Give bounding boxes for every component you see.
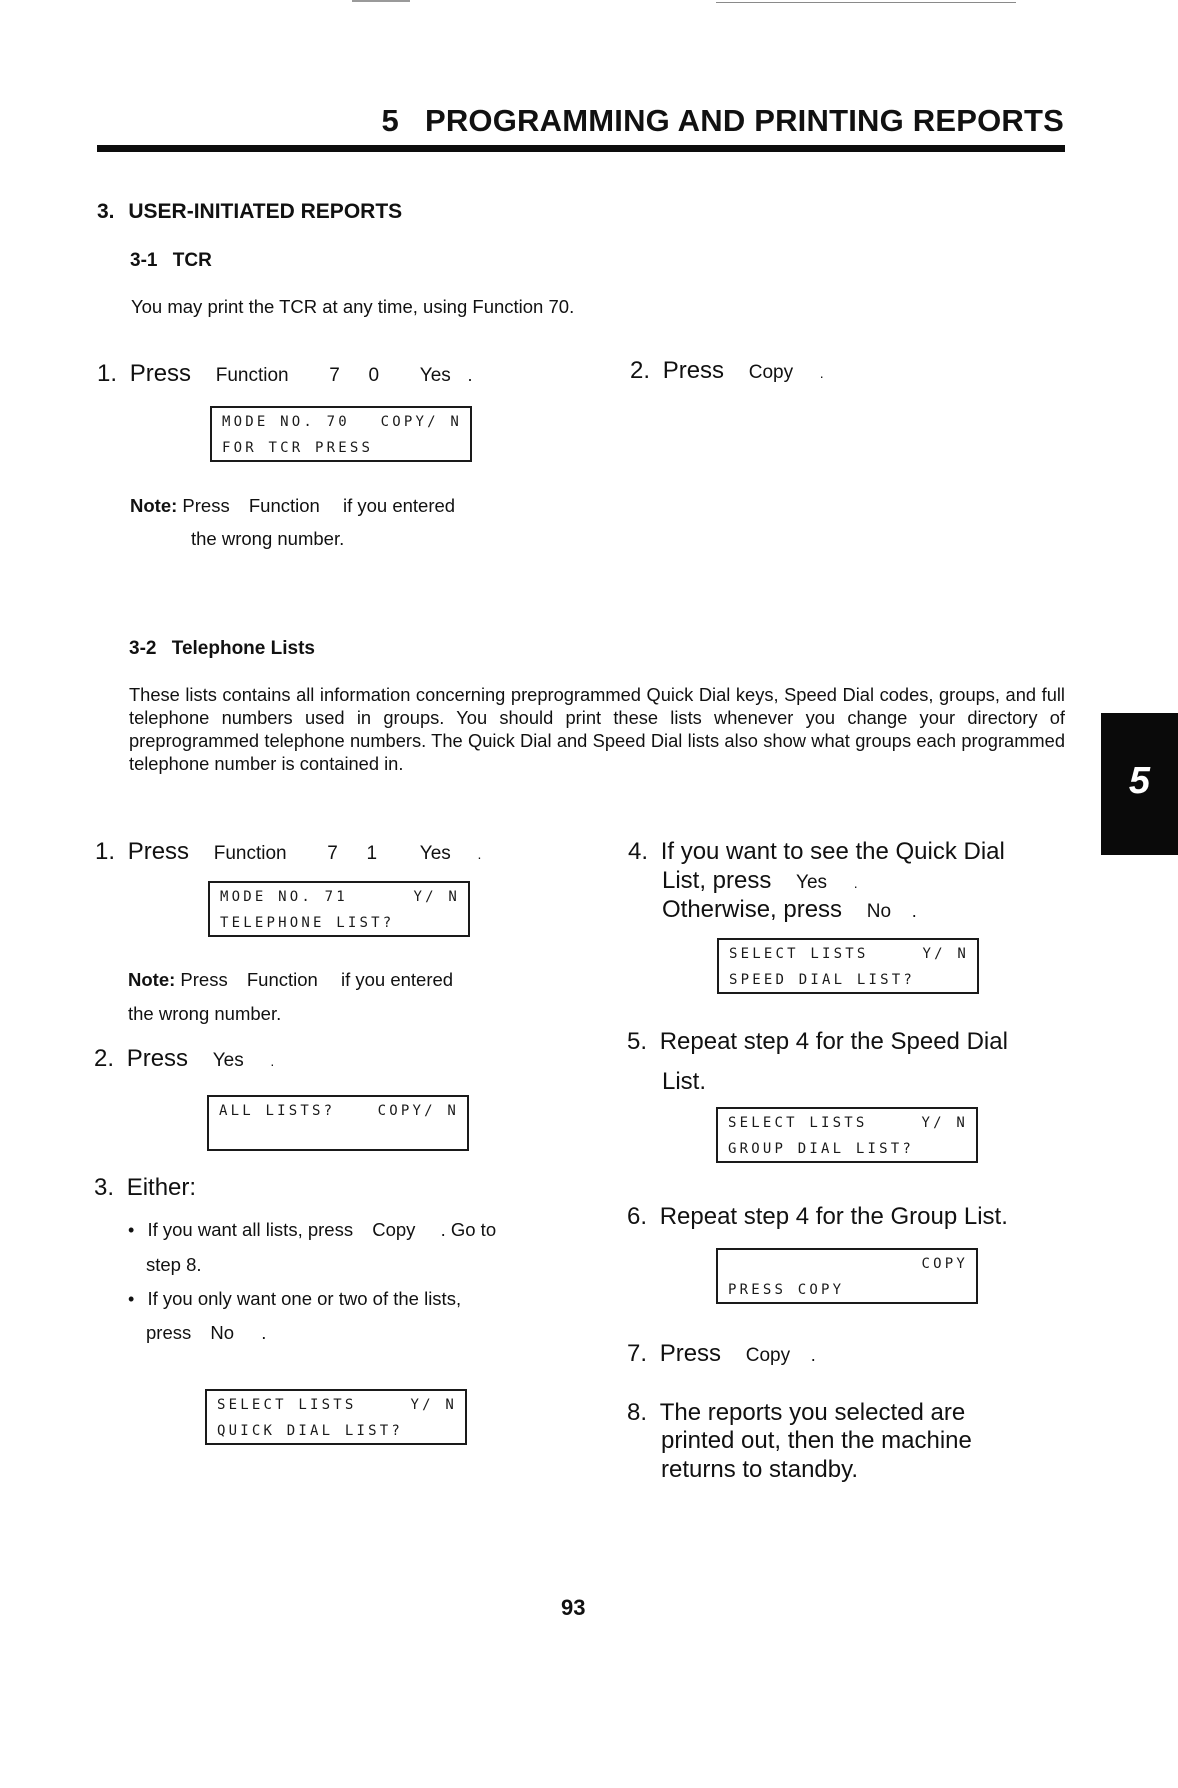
lcd-line-1-right: COPY/ N [377,1103,459,1119]
tl-step-8-line-2: printed out, then the machine [661,1427,972,1454]
subsection-heading-tcr [130,250,212,272]
tl-step-8-line-3: returns to standby. [661,1456,858,1483]
section-number: 3. [97,200,115,223]
tl-step-5-line-2: List. [662,1068,707,1095]
step-number: 7. [627,1340,648,1367]
lcd-line-2: TELEPHONE LIST? [220,915,395,931]
note-verb: Press [182,495,230,516]
lcd-line-2: SPEED DIAL LIST? [729,972,916,988]
step-verb: Press [659,1340,722,1367]
step-text: Otherwise, press [662,896,843,923]
lcd-line-2: GROUP DIAL LIST? [728,1141,915,1157]
lcd-line-1-right: COPY [921,1256,968,1272]
step-number: 5. [627,1028,648,1055]
tl-step-4 [628,838,1005,866]
note-label: Note: [130,495,178,516]
tl-step-1 [95,838,481,866]
tcr-note-line-2: the wrong number. [191,528,345,549]
step-number: 2. [94,1045,115,1072]
copy-key: Copy [372,1219,416,1240]
lcd-display-quick-dial-list [205,1389,467,1445]
tcr-note [130,495,455,517]
bullet-text: If you only want one or two of the lists, [147,1288,462,1309]
tcr-intro: You may print the TCR at any time, using Function 70. [131,296,575,317]
section-title: USER-INITIATED REPORTS [128,200,403,223]
bullet-verb: press [146,1322,192,1343]
tl-step-2 [94,1045,274,1073]
lcd-line-1: SELECT LISTS [728,1115,868,1131]
tl-step-5 [627,1028,1008,1056]
note-text: if you entered [340,969,454,990]
bullet-text: If you want all lists, press [147,1219,354,1240]
step-number: 1. [95,838,116,865]
step-text: If you want to see the Quick Dial [660,838,1005,865]
tl-step-8 [627,1398,965,1427]
step-number: 1. [97,360,118,387]
period: . [467,365,473,385]
lcd-line-1-right: Y/ N [410,1397,457,1413]
note-verb: Press [180,969,228,990]
tl-note [128,969,453,991]
subsection-heading-telephone-lists [129,638,315,660]
step-verb: Press [129,360,192,387]
step-text: Repeat step 4 for the Speed Dial [659,1028,1008,1055]
subsection-title: Telephone Lists [171,638,315,659]
lcd-line-1-right: Y/ N [922,946,969,962]
lcd-line-2: FOR TCR PRESS [222,440,374,456]
period: . [270,1053,275,1069]
lcd-line-2: PRESS COPY [728,1282,845,1298]
lcd-display-press-copy [716,1248,978,1304]
tl-step-4-line-3 [662,896,917,924]
lcd-display-mode-71 [208,881,470,937]
lcd-line-1: ALL LISTS? [219,1103,336,1119]
lcd-line-1: SELECT LISTS [217,1397,357,1413]
period: . [477,846,482,862]
tl-step-3 [94,1174,196,1202]
lcd-display-speed-dial-list [717,938,979,994]
tl-step-3-bullet-1-line-2: step 8. [146,1254,202,1275]
tl-note-line-2: the wrong number. [128,1003,282,1024]
step-verb: Press [662,357,725,384]
lcd-line-1-right: Y/ N [413,889,460,905]
bullet-text-end: . Go to [440,1219,497,1240]
yes-key: Yes [796,872,828,893]
note-text: if you entered [342,495,456,516]
scan-artifact [716,2,1016,3]
chapter-number: 5 [381,103,399,138]
step-verb: Press [126,1045,189,1072]
function-key: Function [248,495,320,516]
step-number: 2. [630,357,651,384]
tl-step-3-bullet-1 [128,1219,496,1241]
scan-artifact [352,0,410,2]
yes-key: Yes [212,1050,244,1071]
lcd-line-1-right: Y/ N [921,1115,968,1131]
tl-step-4-line-2 [662,867,858,895]
period: . [261,1322,267,1343]
key-7: 7 [329,365,340,386]
step-text: Repeat step 4 for the Group List. [659,1203,1008,1230]
subsection-number: 3-1 [130,250,158,271]
chapter-title [382,103,1065,139]
step-number: 3. [94,1174,115,1201]
function-key: Function [215,365,289,386]
telephone-lists-paragraph: These lists contains all information concerning preprogrammed Quick Dial keys, Speed Dial codes, groups, and full telephone numbers used in groups. You should print these lists whenever you change your directory of preprogrammed telephone numbers. The Quick Dial and Speed Dial lists also show what groups each programmed telephone number is contained in. [129,684,1065,774]
function-key: Function [246,969,318,990]
tl-step-7 [627,1340,816,1368]
chapter-tab-label: 5 [1128,760,1151,802]
lcd-line-1: SELECT LISTS [729,946,869,962]
no-key: No [210,1322,235,1343]
step-verb: Press [127,838,190,865]
lcd-display-mode-70 [210,406,472,462]
key-0: 0 [368,365,380,386]
step-text: List, press [662,867,772,894]
key-7: 7 [327,843,338,864]
period: . [810,1345,816,1365]
page-number: 93 [561,1595,586,1620]
chapter-title-text: PROGRAMMING AND PRINTING REPORTS [424,103,1064,138]
lcd-line-1-right: COPY/ N [380,414,462,430]
lcd-line-2: QUICK DIAL LIST? [217,1423,404,1439]
lcd-line-1: MODE NO. 71 [220,889,348,905]
tl-step-3-bullet-2-line-2 [146,1322,266,1344]
step-number: 8. [627,1399,648,1426]
copy-key: Copy [748,362,794,383]
tl-step-6 [627,1203,1008,1231]
yes-key: Yes [419,365,451,386]
key-1: 1 [366,843,378,864]
subsection-number: 3-2 [129,638,157,659]
function-key: Function [213,843,287,864]
chapter-tab [1101,713,1178,855]
yes-key: Yes [419,843,451,864]
section-heading [97,200,402,224]
tcr-step-1 [97,360,472,388]
step-number: 6. [627,1203,648,1230]
tl-step-3-bullet-2 [128,1288,461,1310]
period: . [911,901,917,921]
copy-key: Copy [745,1345,791,1366]
step-number: 4. [628,838,649,865]
subsection-title: TCR [172,250,212,271]
period: . [853,875,858,891]
lcd-display-group-dial-list [716,1107,978,1163]
tcr-step-2 [630,357,824,385]
step-text: Either: [126,1174,197,1201]
note-label: Note: [128,969,176,990]
no-key: No [866,901,892,922]
step-text: The reports you selected are [659,1399,966,1426]
lcd-line-1: MODE NO. 70 [222,414,350,430]
lcd-display-all-lists [207,1095,469,1151]
header-rule [97,145,1065,152]
period: . [819,365,824,381]
